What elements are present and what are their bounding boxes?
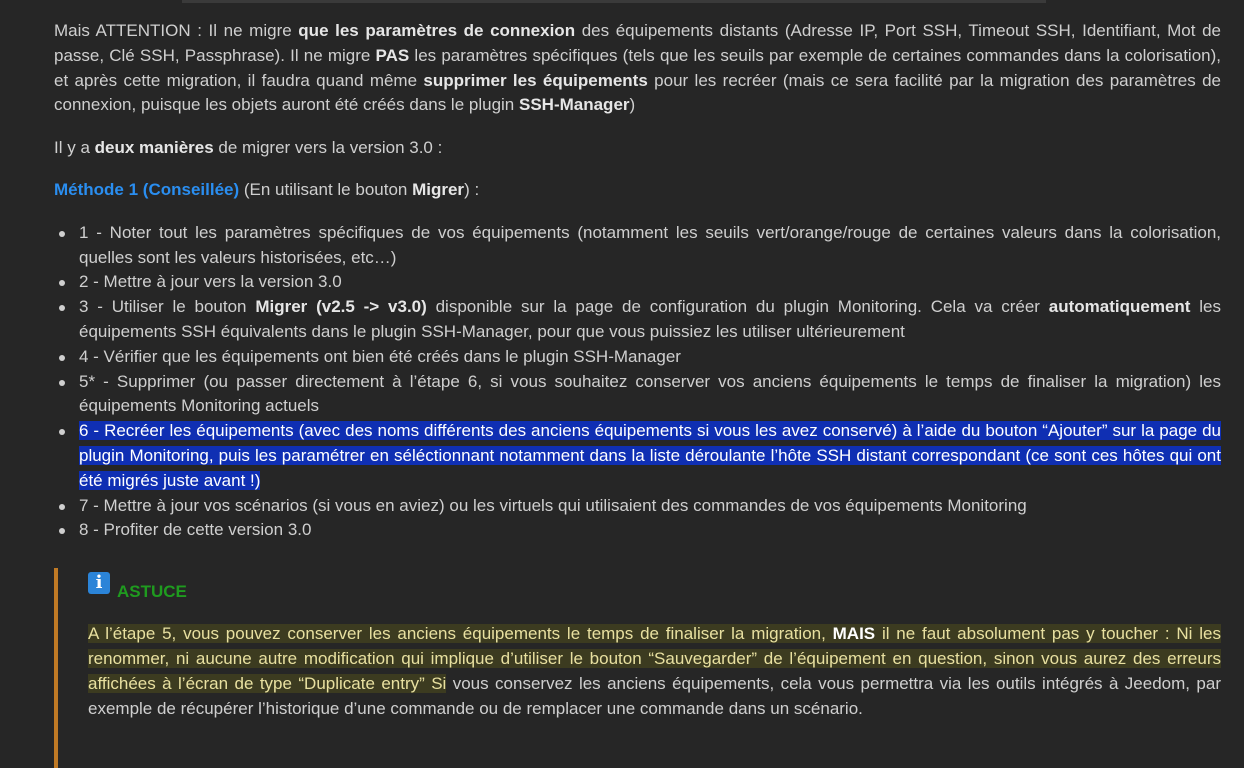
list-item	[54, 518, 1221, 543]
text: Il y a	[54, 138, 95, 158]
tip-text	[88, 622, 1221, 721]
step-7-text: 7 - Mettre à jour vos scénarios (si vous en aviez) ou les virtuels qui utilisaient des commandes de vos équipements Monitoring	[79, 495, 1027, 515]
attention-paragraph	[54, 19, 1221, 118]
text: les paramètres spécifiques (tels que les seuils par exemple de certaines commandes dans la colorisation), et après cette migration, il faudra quand même	[54, 45, 1221, 90]
text: pour les recréer (mais ce sera facilité par la migration des paramètres de connexion, puisque les objets auront été créés dans le plugin	[54, 70, 1221, 115]
text: ) :	[464, 179, 480, 199]
bold-text: SSH-Manager	[518, 95, 630, 115]
tip-header	[88, 572, 1221, 602]
migration-steps-list	[54, 221, 1221, 543]
highlighted-text: il ne faut absolument pas y toucher : Ni les renommer, ni aucune autre modification qui implique d’utiliser le bouton “Sauvegarder” de l’équipement en question, sinon vous aurez des erreurs affichées à l’écran de type “Duplicate entry” Si	[88, 624, 1221, 693]
list-item	[54, 221, 1221, 271]
step-8-text: 8 - Profiter de cette version 3.0	[79, 520, 312, 540]
bold-text: MAIS	[832, 624, 876, 644]
info-icon: i	[88, 572, 110, 594]
text: Mais ATTENTION : Il ne migre	[54, 21, 299, 40]
text: )	[629, 95, 636, 115]
migration-ways-paragraph	[54, 136, 1221, 161]
highlighted-text: A l’étape 5, vous pouvez conserver les anciens équipements le temps de finaliser la migration,	[88, 624, 833, 644]
tip-callout	[54, 568, 1221, 721]
bold-text: PAS	[375, 45, 410, 65]
bold-text: Migrer	[412, 179, 465, 199]
tip-accent-bar	[54, 568, 58, 768]
method-1-title: Méthode 1 (Conseillée)	[54, 179, 240, 199]
bold-text: Migrer (v2.5 -> v3.0)	[255, 297, 427, 317]
step-6-text-selected: 6 - Recréer les équipements (avec des noms différents des anciens équipements si vous les avez conservé) à l’aide du bouton “Ajouter” sur la page du plugin Monitoring, puis les paramétrer en séléctionnant notamment dans la liste déroulante l’hôte SSH distant correspondant (ce sont ces hôtes qui ont été migrés juste avant !)	[79, 421, 1221, 490]
list-item	[54, 494, 1221, 519]
text: (En utilisant le bouton	[239, 179, 413, 199]
method-1-heading	[54, 178, 1221, 203]
article-content	[54, 19, 1221, 721]
text: des équipements distants (Adresse IP, Port SSH, Timeout SSH, Identifiant, Mot de passe, Clé SSH, Passphrase). Il ne migre	[54, 21, 1221, 65]
text: de migrer vers la version 3.0 :	[213, 138, 443, 158]
bold-text: deux manières	[94, 138, 214, 158]
top-divider	[182, 0, 1046, 3]
list-item	[54, 295, 1221, 345]
step-4-text: 4 - Vérifier que les équipements ont bien été créés dans le plugin SSH-Manager	[79, 346, 681, 366]
step-1-text: 1 - Noter tout les paramètres spécifiques de vos équipements (notamment les seuils vert/orange/rouge de certaines valeurs dans la colorisation, quelles sont les valeurs historisées, etc…)	[79, 222, 1221, 267]
step-5-text: 5* - Supprimer (ou passer directement à l’étape 6, si vous souhaitez conserver vos anciens équipements le temps de finaliser la migration) les équipements Monitoring actuels	[79, 371, 1221, 416]
text: vous conservez les anciens équipements, cela vous permettra via les outils intégrés à Jeedom, par exemple de récupérer l’historique d’une commande ou de remplacer une commande dans un scénario.	[88, 673, 1221, 718]
list-item	[54, 270, 1221, 295]
step-3-text: 3 - Utiliser le bouton	[79, 297, 256, 317]
text: les équipements SSH équivalents dans le plugin SSH-Manager, pour que vous puissiez les utiliser ultérieurement	[79, 297, 1222, 341]
bold-text: que les paramètres de connexion	[298, 21, 576, 40]
bold-text: supprimer les équipements	[423, 70, 648, 90]
list-item	[54, 370, 1221, 420]
list-item	[54, 345, 1221, 370]
tip-title: ASTUCE	[117, 582, 187, 602]
list-item-selected	[54, 419, 1221, 493]
bold-text: automatiquement	[1048, 297, 1191, 317]
step-2-text: 2 - Mettre à jour vers la version 3.0	[79, 272, 342, 292]
text: disponible sur la page de configuration du plugin Monitoring. Cela va créer	[426, 297, 1049, 317]
